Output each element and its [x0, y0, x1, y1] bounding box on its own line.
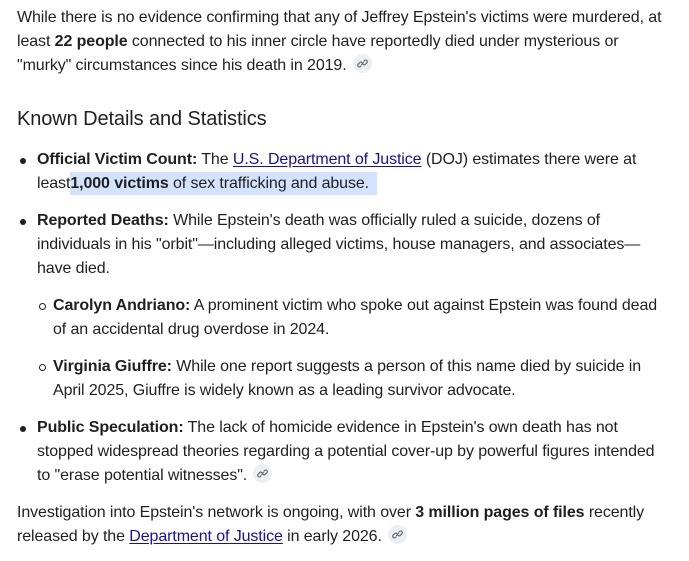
- source-link-button[interactable]: [388, 525, 407, 544]
- giuffre-label: Virginia Giuffre:: [53, 358, 172, 375]
- details-list: [17, 148, 669, 488]
- link-icon: [357, 58, 368, 69]
- list-item-reported-deaths: [37, 209, 669, 403]
- intro-text-2: connected to his inner circle have reportedly died under mysterious or "murky" circumstances since his death in 2019.: [17, 33, 619, 74]
- intro-bold-count: 22 people: [54, 33, 128, 50]
- outro-text-3: in early 2026.: [282, 528, 382, 545]
- highlighted-span: [70, 172, 377, 195]
- deaths-sublist: [37, 294, 669, 403]
- source-link-button[interactable]: [353, 54, 372, 73]
- victim-count-text-1: The: [197, 151, 233, 168]
- victim-count-bold: 1,000 victims: [70, 175, 169, 192]
- doj-link-2[interactable]: Department of Justice: [129, 528, 283, 545]
- outro-text-1: Investigation into Epstein's network is ongoing, with over: [17, 504, 416, 521]
- outro-text-2: recently released by the: [17, 504, 645, 545]
- intro-text-1: While there is no evidence confirming that any of Jeffrey Epstein's victims were murdered, at least: [17, 9, 662, 50]
- link-icon: [257, 468, 268, 479]
- doj-link[interactable]: U.S. Department of Justice: [232, 151, 422, 168]
- link-icon: [392, 529, 403, 540]
- victim-count-label: Official Victim Count:: [37, 151, 198, 168]
- andriano-text: A prominent victim who spoke out against Epstein was found dead of an accidental drug overdose in 2024.: [53, 297, 658, 338]
- list-item-public-speculation: [37, 416, 669, 488]
- reported-deaths-label: Reported Deaths:: [37, 212, 169, 229]
- victim-count-text-2: (DOJ) estimates there were at least: [37, 151, 637, 192]
- giuffre-text: While one report suggests a person of this name died by suicide in April 2025, Giuffre is widely known as a leading survivor advocate.: [53, 358, 642, 399]
- outro-paragraph: [17, 501, 669, 549]
- victim-count-highlight-text: of sex trafficking and abuse.: [168, 175, 370, 192]
- sublist-item-andriano: [53, 294, 669, 342]
- section-heading: Known Details and Statistics: [17, 108, 267, 130]
- intro-paragraph: [17, 6, 669, 78]
- andriano-label: Carolyn Andriano:: [53, 297, 191, 314]
- source-link-button[interactable]: [253, 464, 272, 483]
- speculation-text: The lack of homicide evidence in Epstein's own death has not stopped widespread theories regarding a potential cover-up by powerful figures intended to "erase potential witnesses".: [37, 419, 655, 484]
- outro-bold-pages: 3 million pages of files: [415, 504, 585, 521]
- reported-deaths-text: While Epstein's death was officially ruled a suicide, dozens of individuals in his "orbit"—including alleged victims, house managers, and associates—have died.: [37, 212, 641, 277]
- list-item-victim-count: [37, 148, 669, 196]
- speculation-label: Public Speculation:: [37, 419, 184, 436]
- sublist-item-giuffre: [53, 355, 669, 403]
